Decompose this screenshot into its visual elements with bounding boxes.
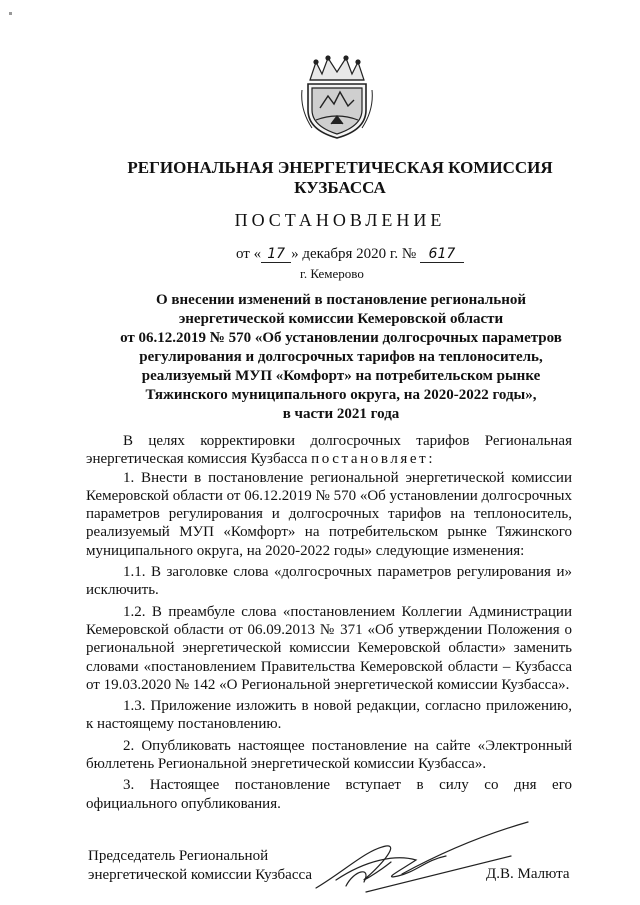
title-line-2: энергетической комиссии Кемеровской области [178, 311, 504, 327]
org-line-2: КУЗБАССА [294, 178, 386, 197]
signatory-position [88, 847, 312, 885]
clause-1-3: 1.3. Приложение изложить в новой редакции, согласно приложению, к настоящему постановлению. [86, 698, 572, 733]
title-line-1: О внесении изменений в постановление региональной [156, 292, 526, 308]
clause-3: 3. Настоящее постановление вступает в силу со дня его официального опубликования. [86, 777, 572, 812]
intro-paragraph: В целях корректировки долгосрочных тарифов Региональная энергетическая комиссия Кузбасса постановляет: [86, 433, 572, 468]
document-type: ПОСТАНОВЛЕНИЕ [234, 210, 446, 230]
clause-2: 2. Опубликовать настоящее постановление на сайте «Электронный бюллетень Региональной энергетической комиссии Кузбасса». [86, 737, 572, 773]
handwritten-signature [306, 800, 536, 900]
intro-resolves: постановляет [311, 451, 429, 468]
title-line-4: регулирования и долгосрочных тарифов на теплоноситель, [139, 349, 543, 365]
date-prefix: от « [236, 246, 262, 262]
org-line-1: РЕГИОНАЛЬНАЯ ЭНЕРГЕТИЧЕСКАЯ КОМИССИЯ [127, 158, 553, 177]
clause-1-2: 1.2. В преамбуле слова «постановлением Коллегии Администрации Кемеровской области от 06.09.2013 № 371 «Об утверждении Положения о региональной энергетической комиссии Кемеровской области» заменить словами «постановлением Правительства Кемеровской области – Кузбасса от 19.03.2020 № 142 «О Региональной энергетической комиссии Кузбасса». [86, 603, 572, 693]
date-day: 17 [261, 246, 291, 263]
clause-1: 1. Внести в постановление региональной энергетической комиссии Кемеровской области от 06.12.2019 № 570 «Об установлении долгосрочных параметров регулирования и долгосрочных тарифов на теплоноситель, реализуемый МУП «Комфорт» на потребительском рынке Тяжинского муниципального округа, на 2020-2022 годы» следующие изменения: [86, 469, 572, 559]
title-line-7: в части 2021 года [282, 406, 400, 422]
signatory-name: Д.В. Малюта [486, 866, 570, 882]
date-month-year: » декабря 2020 г. № [291, 246, 417, 262]
date-line [236, 246, 464, 263]
document-body [86, 432, 572, 813]
title-line-3: от 06.12.2019 № 570 «Об установлении долгосрочных параметров [120, 330, 562, 346]
city: г. Кемерово [300, 266, 364, 281]
title-line-6: Тяжинского муниципального округа, на 2020-2022 годы», [145, 387, 537, 403]
title-line-5: реализуемый МУП «Комфорт» на потребительском рынке [141, 368, 541, 384]
document-number: 617 [420, 246, 464, 263]
document-title [86, 291, 596, 424]
issuing-organization [80, 158, 600, 198]
position-line-2: энергетической комиссии Кузбасса [88, 867, 312, 883]
intro-text: В целях корректировки долгосрочных тарифов Региональная энергетическая комиссия Кузбасса [86, 433, 572, 468]
scan-speck [9, 12, 12, 15]
position-line-1: Председатель Региональной [88, 848, 269, 864]
clause-1-1: 1.1. В заголовке слова «долгосрочных параметров регулирования и» исключить. [86, 564, 572, 599]
coat-of-arms-emblem [298, 50, 376, 140]
